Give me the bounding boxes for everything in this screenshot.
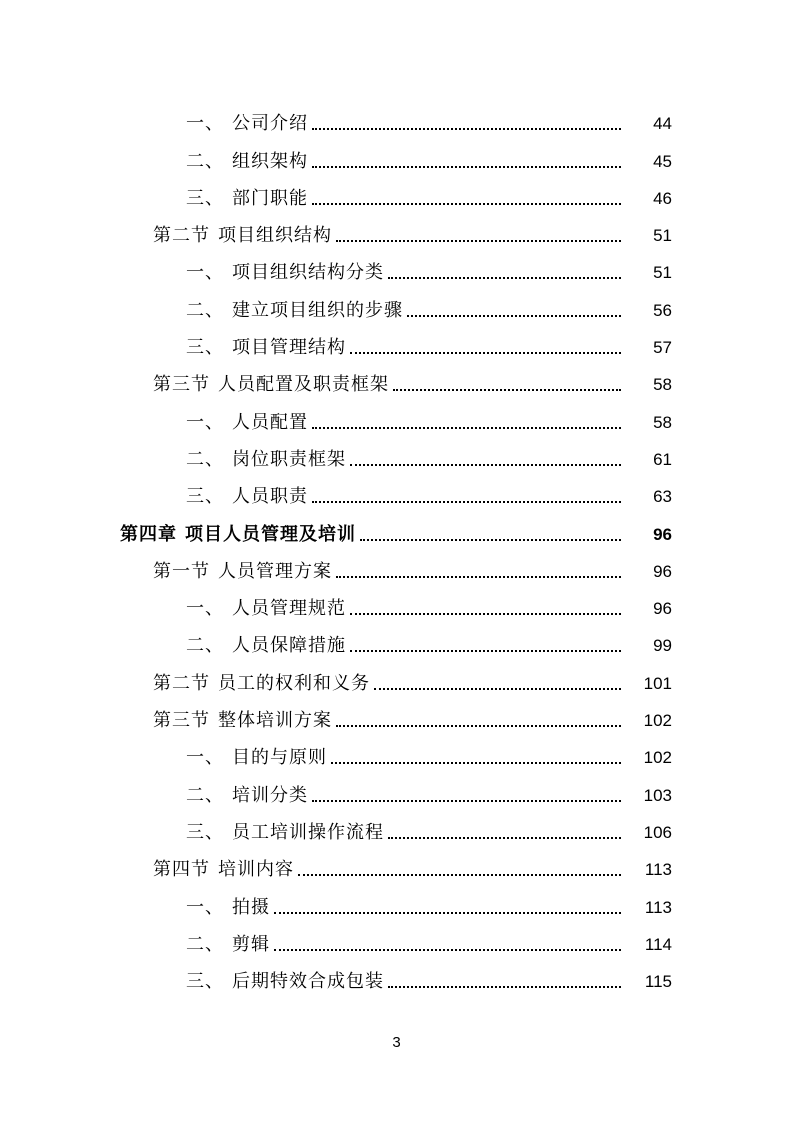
toc-entry-item[interactable] — [0, 587, 793, 624]
toc-entry-text: 部门职能 — [232, 187, 308, 209]
toc-entry-page: 51 — [653, 263, 672, 283]
dot-leader — [360, 539, 621, 541]
toc-entry-number: 二、 — [186, 933, 224, 955]
toc-entry-text: 岗位职责框架 — [232, 448, 346, 470]
toc-entry-text: 人员保障措施 — [232, 635, 346, 657]
toc-entry-page: 58 — [653, 375, 672, 395]
toc-entry-number: 第三节 — [153, 374, 210, 396]
toc-entry-text: 公司介绍 — [232, 113, 308, 135]
toc-entry-item[interactable] — [0, 438, 793, 475]
dot-leader — [312, 166, 621, 168]
toc-entry-section[interactable] — [0, 661, 793, 698]
toc-entry-number: 第二节 — [153, 672, 210, 694]
toc-entry-item[interactable] — [0, 773, 793, 810]
toc-entry-text: 员工的权利和义务 — [218, 672, 370, 694]
toc-entry-title — [186, 262, 384, 284]
toc-entry-item[interactable] — [0, 923, 793, 960]
toc-entry-section[interactable] — [0, 699, 793, 736]
dot-leader — [350, 613, 621, 615]
dot-leader — [312, 800, 621, 802]
toc-entry-page: 96 — [653, 599, 672, 619]
toc-entry-text: 后期特效合成包装 — [232, 971, 384, 993]
toc-entry-page: 56 — [653, 300, 672, 320]
toc-entry-page: 45 — [653, 151, 672, 171]
toc-entry-page: 96 — [653, 561, 672, 581]
toc-entry-page: 114 — [644, 934, 672, 954]
toc-entry-page: 58 — [653, 412, 672, 432]
toc-entry-title — [186, 598, 346, 620]
toc-entry-text: 项目组织结构分类 — [232, 262, 384, 284]
toc-entry-text: 人员职责 — [232, 486, 308, 508]
toc-entry-title — [186, 486, 308, 508]
toc-entry-page: 63 — [653, 487, 672, 507]
toc-entry-number: 三、 — [186, 187, 224, 209]
toc-entry-number: 一、 — [186, 747, 224, 769]
toc-entry-page: 106 — [643, 822, 672, 842]
toc-entry-text: 建立项目组织的步骤 — [232, 299, 403, 321]
toc-entry-page: 44 — [653, 114, 672, 134]
toc-entry-text: 项目组织结构 — [218, 225, 332, 247]
toc-entry-section[interactable] — [0, 848, 793, 885]
toc-entry-title — [153, 561, 332, 583]
toc-entry-title — [153, 859, 294, 881]
toc-entry-title — [186, 449, 346, 471]
toc-entry-page: 102 — [643, 748, 672, 768]
toc-entry-item[interactable] — [0, 177, 793, 214]
dot-leader — [336, 576, 621, 578]
toc-entry-item[interactable] — [0, 960, 793, 997]
toc-entry-text: 员工培训操作流程 — [232, 821, 384, 843]
toc-entry-page: 61 — [653, 449, 672, 469]
toc-entry-item[interactable] — [0, 475, 793, 512]
toc-entry-item[interactable] — [0, 102, 793, 139]
toc-entry-item[interactable] — [0, 400, 793, 437]
toc-entry-item[interactable] — [0, 624, 793, 661]
dot-leader — [312, 501, 621, 503]
toc-entry-page: 113 — [644, 897, 672, 917]
table-of-contents — [0, 102, 793, 997]
dot-leader — [312, 128, 621, 130]
toc-entry-number: 三、 — [186, 821, 224, 843]
toc-entry-text: 人员配置 — [232, 411, 308, 433]
toc-entry-section[interactable] — [0, 550, 793, 587]
toc-entry-page: 57 — [653, 338, 672, 358]
dot-leader — [393, 389, 621, 391]
toc-entry-number: 二、 — [186, 635, 224, 657]
toc-entry-number: 二、 — [186, 448, 224, 470]
toc-entry-title — [186, 188, 308, 210]
toc-entry-section[interactable] — [0, 363, 793, 400]
toc-entry-number: 第一节 — [153, 560, 210, 582]
toc-entry-number: 二、 — [186, 150, 224, 172]
dot-leader — [407, 315, 621, 317]
toc-entry-text: 目的与原则 — [232, 747, 327, 769]
toc-entry-text: 剪辑 — [232, 933, 270, 955]
toc-entry-page: 101 — [643, 673, 672, 693]
toc-entry-title — [186, 151, 308, 173]
toc-entry-chapter[interactable] — [0, 512, 793, 549]
dot-leader — [331, 762, 621, 764]
toc-entry-number: 三、 — [186, 486, 224, 508]
toc-entry-title — [186, 934, 270, 956]
dot-leader — [388, 986, 621, 988]
dot-leader — [336, 240, 621, 242]
toc-entry-title — [186, 971, 384, 993]
dot-leader — [350, 352, 621, 354]
toc-entry-text: 整体培训方案 — [218, 710, 332, 732]
toc-entry-text: 项目人员管理及培训 — [185, 523, 356, 545]
toc-entry-page: 103 — [643, 785, 672, 805]
toc-entry-number: 一、 — [186, 113, 224, 135]
toc-entry-title — [186, 300, 403, 322]
dot-leader — [336, 725, 621, 727]
toc-entry-text: 人员管理方案 — [218, 560, 332, 582]
toc-entry-number: 二、 — [186, 299, 224, 321]
toc-entry-page: 96 — [653, 524, 672, 544]
toc-entry-title — [153, 225, 332, 247]
toc-entry-number: 第四节 — [153, 859, 210, 881]
toc-entry-title — [186, 412, 308, 434]
toc-entry-number: 一、 — [186, 896, 224, 918]
toc-entry-text: 组织架构 — [232, 150, 308, 172]
toc-entry-text: 培训分类 — [232, 784, 308, 806]
toc-entry-title — [186, 822, 384, 844]
toc-entry-title — [186, 113, 308, 135]
toc-entry-title — [186, 785, 308, 807]
toc-entry-page: 115 — [644, 972, 672, 992]
toc-entry-title — [153, 673, 370, 695]
toc-entry-number: 三、 — [186, 337, 224, 359]
toc-entry-number: 一、 — [186, 262, 224, 284]
toc-entry-text: 项目管理结构 — [232, 337, 346, 359]
dot-leader — [388, 837, 621, 839]
dot-leader — [350, 650, 621, 652]
toc-entry-text: 拍摄 — [232, 896, 270, 918]
toc-entry-page: 46 — [653, 188, 672, 208]
toc-entry-item[interactable] — [0, 326, 793, 363]
toc-entry-page: 102 — [643, 711, 672, 731]
toc-entry-item[interactable] — [0, 288, 793, 325]
toc-entry-item[interactable] — [0, 885, 793, 922]
dot-leader — [274, 949, 621, 951]
toc-entry-page: 51 — [653, 226, 672, 246]
toc-entry-title — [186, 897, 270, 919]
toc-entry-title — [153, 374, 389, 396]
toc-entry-title — [120, 524, 356, 546]
toc-entry-section[interactable] — [0, 214, 793, 251]
toc-entry-number: 一、 — [186, 598, 224, 620]
toc-entry-item[interactable] — [0, 139, 793, 176]
toc-entry-number: 第二节 — [153, 225, 210, 247]
toc-entry-text: 人员管理规范 — [232, 598, 346, 620]
dot-leader — [388, 277, 621, 279]
toc-entry-title — [186, 337, 346, 359]
toc-entry-item[interactable] — [0, 736, 793, 773]
toc-entry-number: 一、 — [186, 411, 224, 433]
toc-entry-number: 第四章 — [120, 523, 177, 545]
toc-entry-item[interactable] — [0, 251, 793, 288]
toc-entry-text: 培训内容 — [218, 859, 294, 881]
toc-entry-item[interactable] — [0, 811, 793, 848]
toc-entry-number: 三、 — [186, 971, 224, 993]
dot-leader — [374, 688, 621, 690]
dot-leader — [312, 427, 621, 429]
toc-entry-title — [186, 747, 327, 769]
toc-entry-page: 99 — [653, 636, 672, 656]
toc-entry-page: 113 — [644, 860, 672, 880]
page-number: 3 — [392, 1034, 401, 1051]
dot-leader — [274, 912, 621, 914]
toc-entry-text: 人员配置及职责框架 — [218, 374, 389, 396]
toc-entry-number: 二、 — [186, 784, 224, 806]
toc-entry-title — [186, 635, 346, 657]
dot-leader — [350, 464, 621, 466]
toc-entry-title — [153, 710, 332, 732]
toc-entry-number: 第三节 — [153, 710, 210, 732]
dot-leader — [298, 874, 621, 876]
dot-leader — [312, 203, 621, 205]
